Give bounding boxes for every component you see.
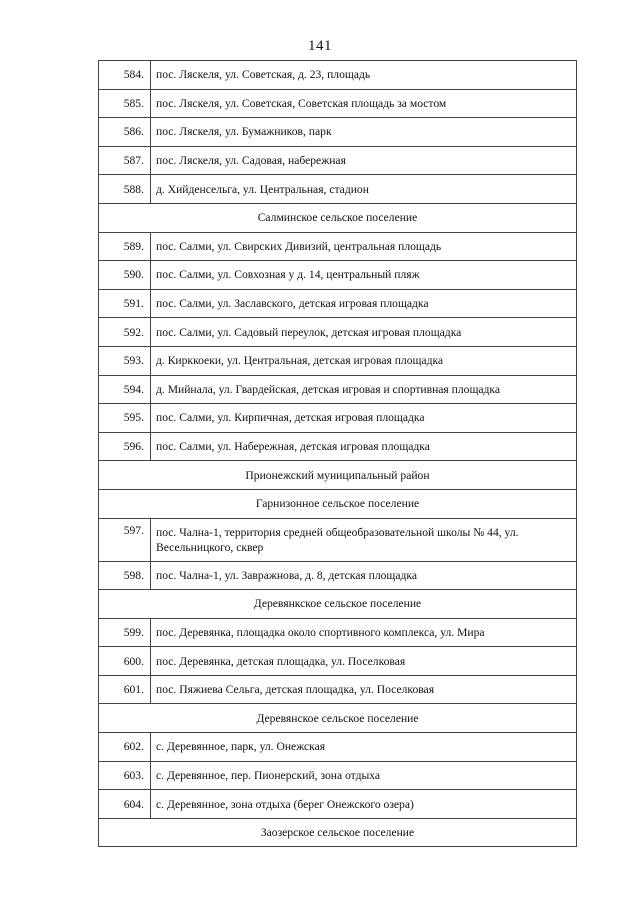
- row-number: 603.: [99, 761, 151, 790]
- row-number: 595.: [99, 404, 151, 433]
- row-number: 599.: [99, 618, 151, 647]
- location-description: пос. Деревянка, площадка около спортивного комплекса, ул. Мира: [151, 618, 577, 647]
- row-number: 586.: [99, 118, 151, 147]
- section-header-row: [99, 203, 577, 232]
- location-description: пос. Чална-1, территория средней общеобразовательной школы № 44, ул. Весельницкого, сквер: [151, 518, 577, 561]
- location-description: пос. Ляскеля, ул. Садовая, набережная: [151, 146, 577, 175]
- location-description: пос. Ляскеля, ул. Бумажников, парк: [151, 118, 577, 147]
- section-title: Деревянское сельское поселение: [99, 704, 577, 733]
- location-description: пос. Салми, ул. Заславского, детская игровая площадка: [151, 289, 577, 318]
- table-row: [99, 375, 577, 404]
- row-number: 600.: [99, 647, 151, 676]
- location-description: пос. Салми, ул. Свирских Дивизий, центральная площадь: [151, 232, 577, 261]
- row-number: 587.: [99, 146, 151, 175]
- row-number: 589.: [99, 232, 151, 261]
- section-header-row: [99, 590, 577, 619]
- location-description: с. Деревянное, пер. Пионерский, зона отдыха: [151, 761, 577, 790]
- row-number: 594.: [99, 375, 151, 404]
- table-row: [99, 89, 577, 118]
- row-number: 591.: [99, 289, 151, 318]
- table-row: [99, 118, 577, 147]
- row-number: 598.: [99, 561, 151, 590]
- locations-table: [98, 60, 577, 847]
- section-title: Заозерское сельское поселение: [99, 818, 577, 847]
- row-number: 593.: [99, 346, 151, 375]
- table-body: [99, 61, 577, 847]
- section-title: Прионежский муниципальный район: [99, 461, 577, 490]
- table-row: [99, 561, 577, 590]
- location-description: пос. Салми, ул. Садовый переулок, детская игровая площадка: [151, 318, 577, 347]
- table-row: [99, 289, 577, 318]
- row-number: 597.: [99, 518, 151, 561]
- table-row: [99, 346, 577, 375]
- table-row: [99, 232, 577, 261]
- location-description: с. Деревянное, зона отдыха (берег Онежского озера): [151, 790, 577, 819]
- table-row: [99, 61, 577, 90]
- location-description: д. Хийденсельга, ул. Центральная, стадион: [151, 175, 577, 204]
- table-row: [99, 675, 577, 704]
- table-row: [99, 175, 577, 204]
- location-description: д. Кирккоеки, ул. Центральная, детская игровая площадка: [151, 346, 577, 375]
- section-title: Деревянкское сельское поселение: [99, 590, 577, 619]
- row-number: 592.: [99, 318, 151, 347]
- row-number: 604.: [99, 790, 151, 819]
- table-row: [99, 790, 577, 819]
- location-description: д. Мийнала, ул. Гвардейская, детская игровая и спортивная площадка: [151, 375, 577, 404]
- table-row: [99, 647, 577, 676]
- location-description: пос. Ляскеля, ул. Советская, Советская площадь за мостом: [151, 89, 577, 118]
- table-row: [99, 404, 577, 433]
- location-description: пос. Салми, ул. Кирпичная, детская игровая площадка: [151, 404, 577, 433]
- table-row: [99, 261, 577, 290]
- row-number: 596.: [99, 432, 151, 461]
- section-header-row: [99, 704, 577, 733]
- location-description: пос. Чална-1, ул. Завражнова, д. 8, детская площадка: [151, 561, 577, 590]
- table-row: [99, 761, 577, 790]
- row-number: 588.: [99, 175, 151, 204]
- location-description: пос. Салми, ул. Набережная, детская игровая площадка: [151, 432, 577, 461]
- section-title: Салминское сельское поселение: [99, 203, 577, 232]
- row-number: 602.: [99, 733, 151, 762]
- table-row: [99, 318, 577, 347]
- location-description: пос. Деревянка, детская площадка, ул. Поселковая: [151, 647, 577, 676]
- section-header-row: [99, 489, 577, 518]
- location-description: пос. Пяжиева Сельга, детская площадка, ул. Поселковая: [151, 675, 577, 704]
- table-row: [99, 146, 577, 175]
- row-number: 585.: [99, 89, 151, 118]
- table-row: [99, 618, 577, 647]
- location-description: пос. Салми, ул. Совхозная у д. 14, центральный пляж: [151, 261, 577, 290]
- table-row: [99, 432, 577, 461]
- row-number: 584.: [99, 61, 151, 90]
- section-header-row: [99, 818, 577, 847]
- page-number: 141: [308, 38, 332, 54]
- row-number: 601.: [99, 675, 151, 704]
- location-description: пос. Ляскеля, ул. Советская, д. 23, площадь: [151, 61, 577, 90]
- section-title: Гарнизонное сельское поселение: [99, 489, 577, 518]
- table-row: [99, 733, 577, 762]
- row-number: 590.: [99, 261, 151, 290]
- section-header-row: [99, 461, 577, 490]
- location-description: с. Деревянное, парк, ул. Онежская: [151, 733, 577, 762]
- table-row: [99, 518, 577, 561]
